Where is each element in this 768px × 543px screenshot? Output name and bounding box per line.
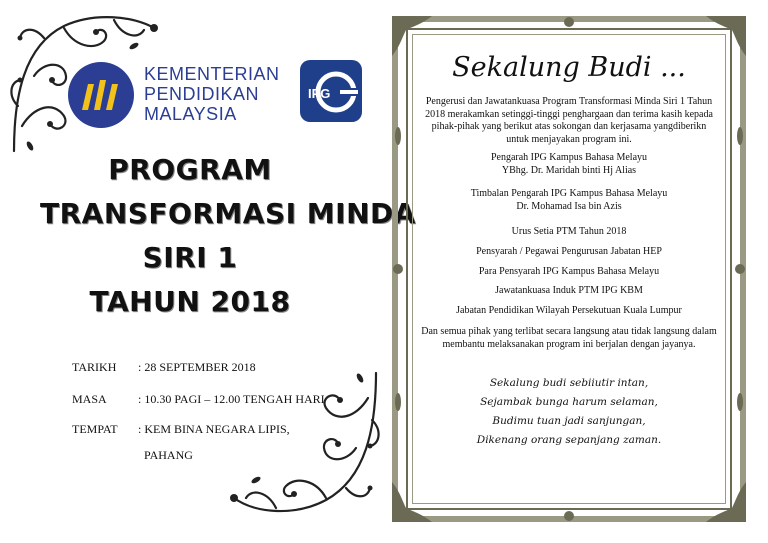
title-line-3: SIRI 1 [142,241,238,274]
kpm-line-1: KEMENTERIAN [144,64,280,84]
pantun-verse [420,374,718,450]
kpm-logo [68,58,298,128]
title-line-1: PROGRAM [108,153,272,186]
pantun-line-1: Sekalung budi sebiiutir intan, [489,377,649,389]
bottom-right-swirl-ornament [226,368,384,528]
credit-director [420,152,718,177]
detail-value: : KEM BINA NEGARA LIPIS, [138,422,290,436]
kpm-wordmark [144,64,280,124]
detail-label: MASA [72,392,107,406]
credit-secretariat: Urus Setia PTM Tahun 2018 [511,226,627,237]
kpm-line-3: MALAYSIA [144,104,237,124]
credit-deputy-director [420,188,718,213]
credit-lecturers: Para Pensyarah IPG Kampus Bahasa Melayu [478,266,660,277]
credit-main-committee: Jawatankuasa Induk PTM IPG KBM [495,285,643,296]
program-title [40,148,416,324]
card-closing: Dan semua pihak yang terlibat secara langsung atau tidak langsung dalam membantu melaksanakan program ini berjalan dengan jayanya. [421,326,717,350]
credit-director-name: YBhg. Dr. Maridah binti Hj Alias [501,164,637,176]
pantun-line-4: Dikenang orang sepanjang zaman. [476,434,662,446]
kpm-line-2: PENDIDIKAN [144,84,260,104]
detail-label: TARIKH [72,360,117,374]
card-title: Sekalung Budi ... [452,52,686,83]
credit-deputy-title: Timbalan Pengarah IPG Kampus Bahasa Melayu [470,188,668,199]
title-line-4: TAHUN 2018 [89,285,291,318]
kpm-emblem-icon [68,62,134,128]
pantun-line-3: Budimu tuan jadi sanjungan, [492,415,646,427]
detail-value: : 10.30 PAGI – 12.00 TENGAH HARI [138,392,325,406]
title-line-2: TRANSFORMASI MINDA [40,197,416,230]
ipg-logo-icon [300,60,362,122]
detail-label: TEMPAT [72,422,118,436]
pantun-line-2: Sejambak bunga harum selaman, [480,396,658,408]
credit-deputy-name: Dr. Mohamad Isa bin Azis [516,200,622,212]
ipg-logo-text: IPG [308,86,331,101]
credit-hep-staff: Pensyarah / Pegawai Pengurusan Jabatan HEP [476,246,662,257]
credit-jpwp-kl: Jabatan Pendidikan Wilayah Persekutuan Kuala Lumpur [456,305,682,316]
detail-value: PAHANG [144,448,193,462]
card-intro: Pengerusi dan Jawatankuasa Program Transformasi Minda Siri 1 Tahun 2018 merakamkan setinggi-tinggi penghargaan dan terima kasih kepada pihak-pihak yang berikut atas sokongan dan kerjasama yangdiberikn untuk menjayakan program ini. [425,96,713,145]
detail-value: : 28 SEPTEMBER 2018 [138,360,256,374]
credit-director-title: Pengarah IPG Kampus Bahasa Melayu [490,152,648,163]
